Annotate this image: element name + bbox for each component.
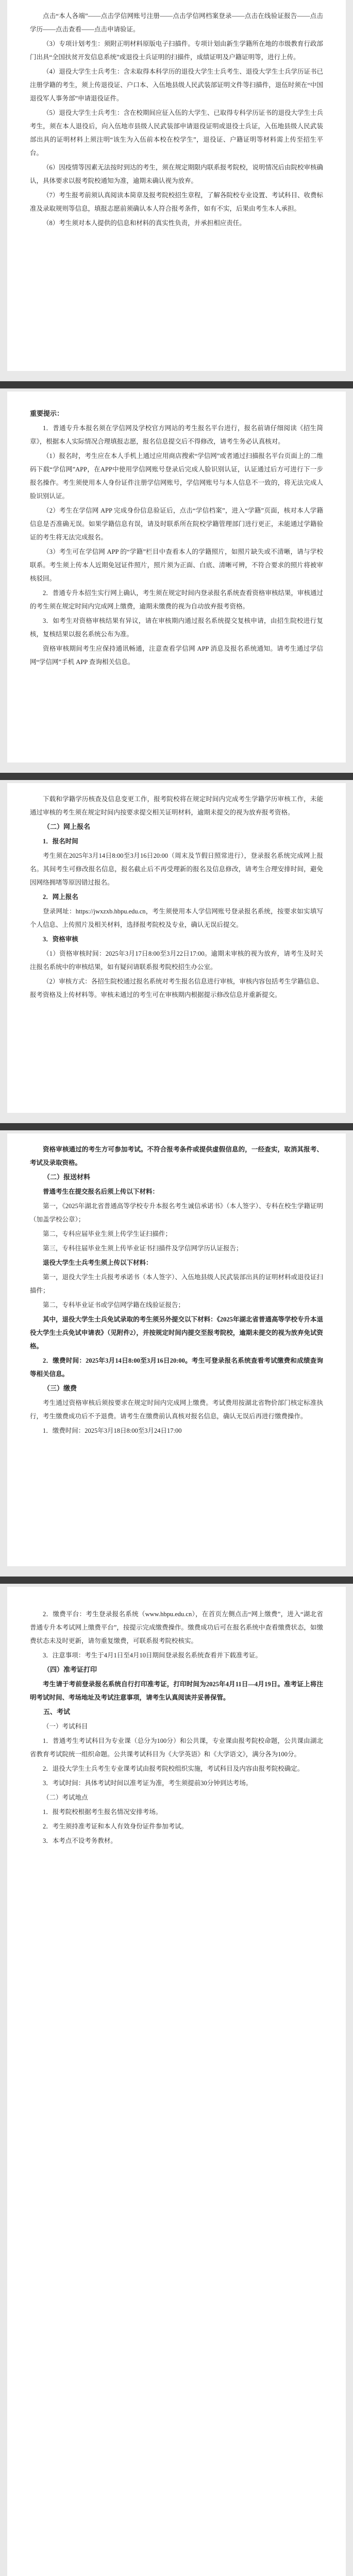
paragraph: 第一，退役大学生士兵报考承诺书（本人签字）、入伍地县级人民武装部出具的证明材料或退役证扫描件； — [30, 1274, 323, 1294]
subsection-heading: （二）考试地点 — [43, 1794, 88, 1801]
subsection-heading: 2．网上报名 — [43, 893, 78, 901]
paragraph: 2．考生须持准考证和本人有效身份证件参加考试。 — [43, 1823, 188, 1830]
page-separator — [0, 1577, 353, 1584]
subsection-heading: （一）考试科目 — [43, 1723, 88, 1730]
section-heading: 五、考试 — [43, 1708, 71, 1716]
subsection-heading: 退役大学生士兵考生须上传以下材料： — [43, 1259, 153, 1266]
section-heading: （三）缴费 — [43, 1384, 77, 1392]
paragraph: 1．普通考生考试科目为专业课（总分为100分）和公共课，专业课由报考院校命题，公共课由湖北省教育考试院统一组织命题。公共课考试科目为《大学英语》和《大学语文》，满分各为100分。 — [30, 1737, 323, 1758]
paragraph: 登录网址：https://jwxzxb.hbpu.edu.cn，考生须使用本人学信网账号登录报名系统，按要求如实填写个人信息、上传照片及相关材料，选择报考院校及专业，确认无误后提交。 — [30, 908, 323, 928]
subsection-heading: 1．报名时间 — [43, 838, 78, 845]
paragraph: 考生请于考前登录报名系统自行打印准考证，打印时间为2025年4月11日—4月19日。准考证上将注明考试时间、考场地址及考试注意事项，请考生认真阅读并妥善保管。 — [30, 1681, 323, 1701]
paragraph: （7）考生报考前须认真阅读本简章及报考院校招生章程，了解各院校专业设置、考试科目、收费标准及录取规则等信息，填报志愿前须确认本人符合报考条件，如有不实，后果由考生本人承担。 — [30, 192, 323, 212]
section-heading: （二）网上报名 — [43, 823, 91, 831]
paragraph: （4）退役大学生士兵考生：含未取得本科学历的退役大学生士兵考生、退役大学生士兵学历证书已注册学籍的考生，须上传退役证、户口本、入伍地县级人民武装部证明文件等扫描件，退伍时须在“中国退役军人事务部”申请退役证件。 — [30, 68, 323, 102]
paragraph: （6）因疫情等因素无法按时到达的考生，须在规定期限内联系报考院校，说明情况后由院校审核确认，具体要求以报考院校通知为准，逾期未确认视为放弃。 — [30, 164, 323, 184]
paragraph: （1）资格审核时间：2025年3月17日8:00至3月22日17:00。逾期未审核的视为放弃，请考生及时关注报名系统中的审核结果，如有疑问请联系报考院校招生办公室。 — [30, 950, 323, 971]
paragraph: 其中，退役大学生士兵免试录取的考生须另外提交以下材料：《2025年湖北省普通高等学校专升本退役大学生士兵免试申请表》（见附件2），并按规定时间内提交至报考院校，逾期未提交的视为放弃免试资格。 — [30, 1316, 323, 1350]
paragraph: 第二，专科毕业证书或学信网学籍在线验证报告； — [43, 1301, 185, 1309]
document-page-5 — [7, 1587, 346, 2576]
page-separator — [0, 773, 353, 780]
paragraph: 考生须在2025年3月14日8:00至3月16日20:00（周末及节假日照常进行），登录报名系统完成网上报名。其间考生可修改报名信息，报名截止后不再受理新的报名及信息修改，请考生合理安排时间，避免因网络拥堵等原因错过报名。 — [30, 852, 323, 886]
document-page-4 — [7, 1133, 346, 1566]
paragraph: （3）专项计划考生：须附正明材料原版电子扫描件。专项计划由新生学籍所在地的市级教育行政部门出具“全国扶贫开发信息系统”或退役士兵证明的扫描件，成绩证明及户籍证明等，进行上传。 — [30, 40, 323, 61]
paragraph: 3．注意事项：考生于4月1日至4月10日期间登录报名系统查看并下载准考证。 — [43, 1652, 262, 1659]
paragraph: 下载和学籍学历核查及信息变更工作，报考院校将在规定时间内完成考生学籍学历审核工作，未能通过审核的考生须在规定时间内按要求提交相关证明材料，逾期未提交的视为放弃报考资格。 — [30, 795, 323, 816]
paragraph: （2）审核方式：各招生院校通过报名系统对考生报名信息进行审核，审核内容包括考生学籍信息、报考资格及上传材料等。审核未通过的考生可在审核期内根据提示修改信息并重新提交。 — [30, 978, 323, 998]
paragraph: （8）考生须对本人提供的信息和材料的真实性负责，并承担相应责任。 — [43, 219, 246, 227]
paragraph: 资格审核通过的考生方可参加考试。不符合报考条件或提供虚假信息的，一经查实，取消其报考、考试及录取资格。 — [30, 1146, 323, 1166]
subsection-heading: 3．资格审核 — [43, 936, 78, 943]
paragraph: 2．普通专升本招生实行网上确认，考生须在规定时间内登录报名系统查看资格审核结果，审核通过的考生须在规定时间内完成网上缴费，逾期未缴费的视为自动放弃报考资格。 — [30, 589, 323, 610]
document-page-2 — [7, 392, 346, 762]
paragraph: （1）报名时，考生应在本人手机上通过应用商店搜索“学信网”或者通过扫描报名平台页面上的二维码下载“学信网”APP，在APP中使用学信网账号登录后完成人脸识别认证，认证通过后方可进行下一步报名操作。考生须使用本人身份证件注册学信网账号，学信网账号与本人信息不一致的，将无法完成人脸识别认证。 — [30, 452, 323, 500]
paragraph: 2．缴费平台：考生登录报名系统（www.hbpu.edu.cn），在首页左侧点击“网上缴费”，进入“湖北省普通专升本考试网上缴费平台”，按提示完成缴费操作。缴费成功后可在报名系统中查看缴费状态，如缴费状态未及时更新，请勿重复缴费，可联系报考院校核实。 — [30, 1611, 323, 1645]
paragraph: （2）考生在学信网 APP 完成身份信息验证后，点击“学信档案”，进入“学籍”页面，核对本人学籍信息是否准确无误。如果学籍信息有误，请及时联系所在院校学籍管理部门进行更正，未能通过学籍验证的考生将无法完成报名。 — [30, 507, 323, 541]
paragraph: （3）考生可在学信网 APP 的“学籍”栏目中查看本人的学籍照片，如照片缺失或不清晰，请与学校联系。考生须上传本人近期免冠证件照片，照片须为正面、白底、清晰可辨，不符合要求的照片将被审核驳回。 — [30, 548, 323, 582]
paragraph: 1．普通专升本报名须在学信网及学校官方网站的考生报名平台进行，报名前请仔细阅读《招生简章》，根据本人实际情况合理填报志愿，报名信息提交后不得修改，请考生务必认真核对。 — [30, 425, 323, 445]
page-separator — [0, 381, 353, 388]
paragraph: 1．缴费时间：2025年3月18日8:00至3月24日17:00 — [43, 1427, 182, 1434]
section-heading: （四）准考证打印 — [43, 1666, 97, 1673]
paragraph: 第一，《2025年湖北省普通高等学校专升本报名考生诚信承诺书》（本人签字）、专科在校生学籍证明（加盖学校公章）； — [30, 1202, 323, 1223]
paragraph: 3．如考生对资格审核结果有异议，请在审核期内通过报名系统提交复核申请，由招生院校进行复核，复核结果以报名系统公布为准。 — [30, 617, 323, 638]
page-separator — [0, 1123, 353, 1130]
paragraph: 第二，专科应届毕业生须上传学生证扫描件； — [43, 1230, 172, 1238]
paragraph: 2．缴费时间：2025年3月14日8:00至3月16日20:00。考生可登录报名系统查看考试缴费和成绩查询等相关信息。 — [30, 1357, 323, 1378]
document-page-3 — [7, 783, 346, 1113]
paragraph: （5）退役大学生士兵考生：含在校期间应征入伍的大学生、已取得专科学历证书的退役大学生士兵考生，须在本人退役后，向入伍地市县级人民武装部申请退役证明或退役士兵证，入伍地县级人民武装部出具的证明材料上须注明“该生为入伍前本校在校学生”，退役证、户籍证明等材料需上传至招生平台。 — [30, 109, 323, 157]
paragraph: 3．本考点不设考务教材。 — [43, 1837, 117, 1844]
document-page-1 — [7, 0, 346, 371]
paragraph: 资格审核期间考生应保持通讯畅通，注意查看学信网 APP 消息及报名系统通知。请考生通过学信网“学信网”手机 APP 查询相关信息。 — [30, 645, 323, 666]
section-heading: 重要提示： — [30, 410, 64, 417]
paragraph: 3．考试时间：具体考试时间以准考证为准，考生须提前30分钟到达考场。 — [43, 1780, 253, 1787]
paragraph: 点击“本人各端”——点击学信网账号注册——点击学信网档案登录——点击在线验证报告——点击学历——点击查看——点击申请验证。 — [30, 12, 323, 33]
subsection-heading: 普通考生在提交报名后须上传以下材料： — [43, 1188, 159, 1195]
paragraph: 1．报考院校根据考生报名情况安排考场。 — [43, 1808, 162, 1816]
paragraph: 考生通过资格审核后须按要求在规定时间内完成网上缴费。考试费用按湖北省物价部门核定标准执行，考生缴费成功后不予退费。请考生在缴费前认真核对报名信息，确认无误后再进行缴费操作。 — [30, 1399, 323, 1420]
paragraph: 第三，专科往届毕业生须上传毕业证书扫描件及学信网学历认证报告； — [43, 1245, 243, 1252]
section-heading: （二）报送材料 — [43, 1173, 91, 1181]
paragraph: 2．退役大学生士兵考生专业课考试由报考院校组织实施，考试科目及内容由报考院校确定。 — [43, 1765, 304, 1772]
